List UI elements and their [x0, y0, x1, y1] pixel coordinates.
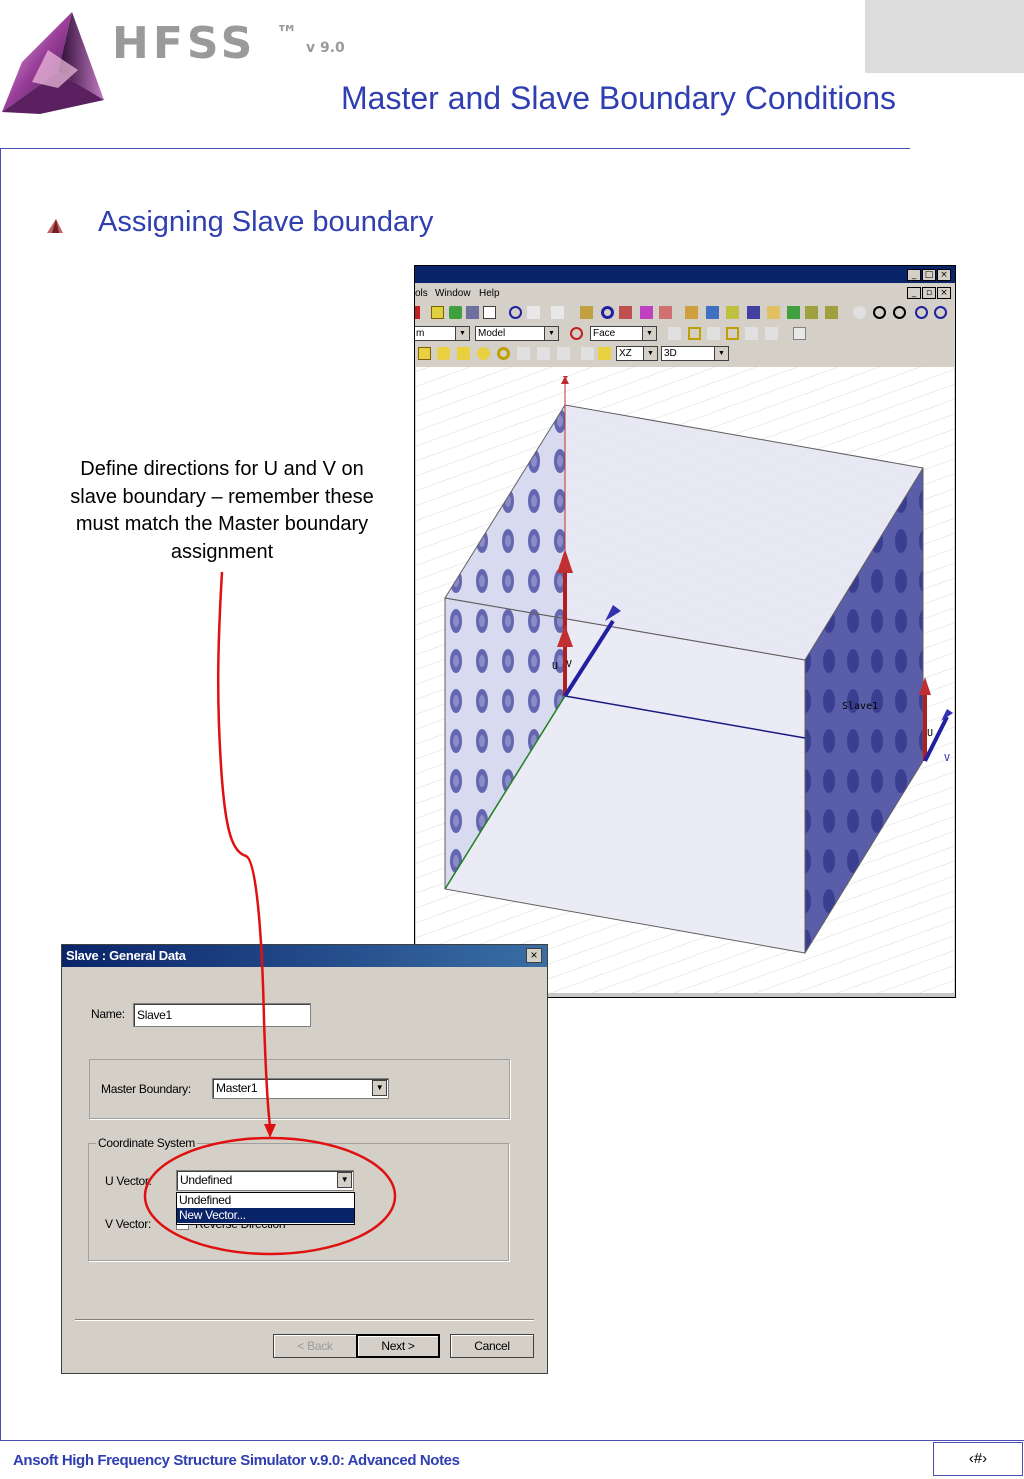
chevron-down-icon: ▼ [643, 347, 657, 360]
model-combo[interactable] [475, 326, 559, 341]
logo-trademark: ™ [276, 22, 298, 47]
callout-text: Define directions for U and V on slave boundary – remember these must match the Master boundary assignment [70, 458, 374, 563]
dropdown-option-undefined[interactable]: Undefined [179, 1193, 232, 1207]
hfss-logo-icon [0, 10, 104, 114]
minimize-button[interactable]: _ [907, 269, 921, 281]
units-combo-value: m [416, 328, 425, 339]
back-button[interactable]: < Back [273, 1334, 357, 1358]
page-number: ‹#› [933, 1442, 1023, 1476]
u-vector-label: U Vector: [105, 1174, 152, 1188]
model-combo-value: Model [478, 328, 506, 339]
menu-item-window[interactable]: Window [435, 288, 471, 299]
origin-icon[interactable] [581, 347, 594, 360]
validate-icon[interactable] [431, 306, 444, 319]
slave-face-label: Slave1 [842, 701, 879, 712]
master-boundary-select[interactable] [212, 1078, 389, 1099]
target-icon[interactable] [601, 306, 614, 319]
page-title: Master and Slave Boundary Conditions [341, 80, 896, 116]
slave-v-label: V [944, 753, 951, 764]
no-select-icon[interactable] [570, 327, 583, 340]
select-mode-value: Face [593, 328, 616, 339]
slave-u-label: U [927, 728, 934, 739]
dialog-title: Slave : General Data [62, 945, 547, 967]
pan-icon[interactable] [853, 306, 866, 319]
helix-icon[interactable] [517, 347, 530, 360]
view-combo-value: 3D [664, 348, 677, 359]
master-boundary-value: Master1 [216, 1081, 258, 1095]
chevron-down-icon: ▼ [642, 327, 656, 340]
stack2-icon[interactable] [825, 306, 838, 319]
z-axis-label: Z [562, 375, 569, 386]
edge-icon[interactable] [745, 327, 758, 340]
cone-icon[interactable] [457, 347, 470, 360]
line-icon[interactable] [707, 327, 720, 340]
name-field[interactable]: Slave1 [133, 1003, 311, 1027]
box-icon[interactable] [418, 347, 431, 360]
plane-icon[interactable] [598, 347, 611, 360]
torus-icon[interactable] [497, 347, 510, 360]
cancel-button[interactable]: Cancel [450, 1334, 534, 1358]
arc-icon[interactable] [765, 327, 778, 340]
point-icon[interactable] [726, 327, 739, 340]
name-label: Name: [91, 1007, 125, 1021]
cylinder-icon[interactable] [437, 347, 450, 360]
footer-divider [0, 1440, 1024, 1441]
master-boundary-label: Master Boundary: [101, 1082, 191, 1096]
chevron-down-icon: ▼ [714, 347, 728, 360]
rotate-icon[interactable] [873, 306, 886, 319]
sphere-icon[interactable] [477, 347, 490, 360]
u-vector-select[interactable] [176, 1170, 354, 1191]
toolbar-row-2 [415, 324, 955, 344]
bar-plot-icon[interactable] [640, 306, 653, 319]
zoom-field-icon[interactable] [509, 306, 522, 319]
bullet-icon [47, 219, 63, 233]
app-titlebar [415, 266, 955, 283]
grid-icon[interactable] [793, 327, 806, 340]
field-plot-icon[interactable] [685, 306, 698, 319]
mag-plot-icon[interactable] [726, 306, 739, 319]
check-icon[interactable] [449, 306, 462, 319]
view-combo[interactable] [661, 346, 729, 361]
bondwire-icon[interactable] [557, 347, 570, 360]
spiral-icon[interactable] [537, 347, 550, 360]
footer-text: Ansoft High Frequency Structure Simulator v.9.0: Advanced Notes [13, 1452, 460, 1469]
bullet-heading: Assigning Slave boundary [98, 206, 434, 238]
units-combo[interactable] [414, 326, 470, 341]
toolbar-row-1 [415, 303, 955, 323]
slave-general-data-dialog [61, 944, 548, 1374]
grid-snap-icon[interactable] [668, 327, 681, 340]
doc-minimize-button[interactable]: _ [907, 287, 921, 299]
layer-icon[interactable] [787, 306, 800, 319]
u-vector-dropdown-list [176, 1192, 355, 1225]
maximize-button[interactable]: □ [922, 269, 936, 281]
function-icon[interactable] [767, 306, 780, 319]
plane-combo[interactable] [616, 346, 658, 361]
v-vector-label: V [566, 659, 573, 670]
zoom-out-icon[interactable] [934, 306, 947, 319]
menu-item-tools[interactable]: ols [415, 288, 428, 299]
close-button[interactable]: × [937, 269, 951, 281]
select-mode-combo[interactable] [590, 326, 657, 341]
toolbar-row-3 [415, 344, 955, 364]
plane-combo-value: XZ [619, 348, 632, 359]
doc-close-button[interactable]: × [937, 287, 951, 299]
dialog-button-separator [75, 1319, 534, 1321]
tool-icon[interactable] [415, 306, 420, 319]
orient-icon[interactable] [893, 306, 906, 319]
v-vector-label: V Vector: [105, 1217, 151, 1231]
chevron-down-icon: ▼ [337, 1172, 352, 1188]
menu-item-help[interactable]: Help [479, 288, 500, 299]
u-vector-label: U [552, 661, 559, 672]
copy-icon[interactable] [551, 306, 564, 319]
corner-block [865, 0, 1024, 73]
dropdown-option-new-vector[interactable]: New Vector... [177, 1208, 354, 1223]
zoom-in-icon[interactable] [915, 306, 928, 319]
percent-icon[interactable] [659, 306, 672, 319]
chevron-down-icon: ▼ [455, 327, 469, 340]
logo-version: v 9.0 [306, 40, 345, 56]
coordinate-system-label: Coordinate System [98, 1136, 195, 1150]
vector-plot-icon[interactable] [706, 306, 719, 319]
plot-icon[interactable] [527, 306, 540, 319]
animate-icon[interactable] [747, 306, 760, 319]
model-drawing [416, 367, 954, 993]
u-vector-value: Undefined [180, 1173, 233, 1187]
stack-icon[interactable] [805, 306, 818, 319]
modeler-viewport[interactable] [416, 367, 954, 993]
report-icon[interactable] [483, 306, 496, 319]
menu-bar [415, 285, 955, 302]
left-divider [0, 148, 1, 1440]
analyze-icon[interactable] [466, 306, 479, 319]
draw-icon[interactable] [580, 306, 593, 319]
header-divider [0, 148, 910, 149]
rect-icon[interactable] [688, 327, 701, 340]
doc-restore-button[interactable]: ▫ [922, 287, 936, 299]
chevron-down-icon: ▼ [544, 327, 558, 340]
next-button[interactable]: Next > [356, 1334, 440, 1358]
logo-text: HFSS [112, 18, 257, 69]
dialog-close-button[interactable]: × [526, 948, 542, 963]
hfss-app-window [414, 265, 956, 998]
sweep-icon[interactable] [619, 306, 632, 319]
chevron-down-icon: ▼ [372, 1080, 387, 1096]
